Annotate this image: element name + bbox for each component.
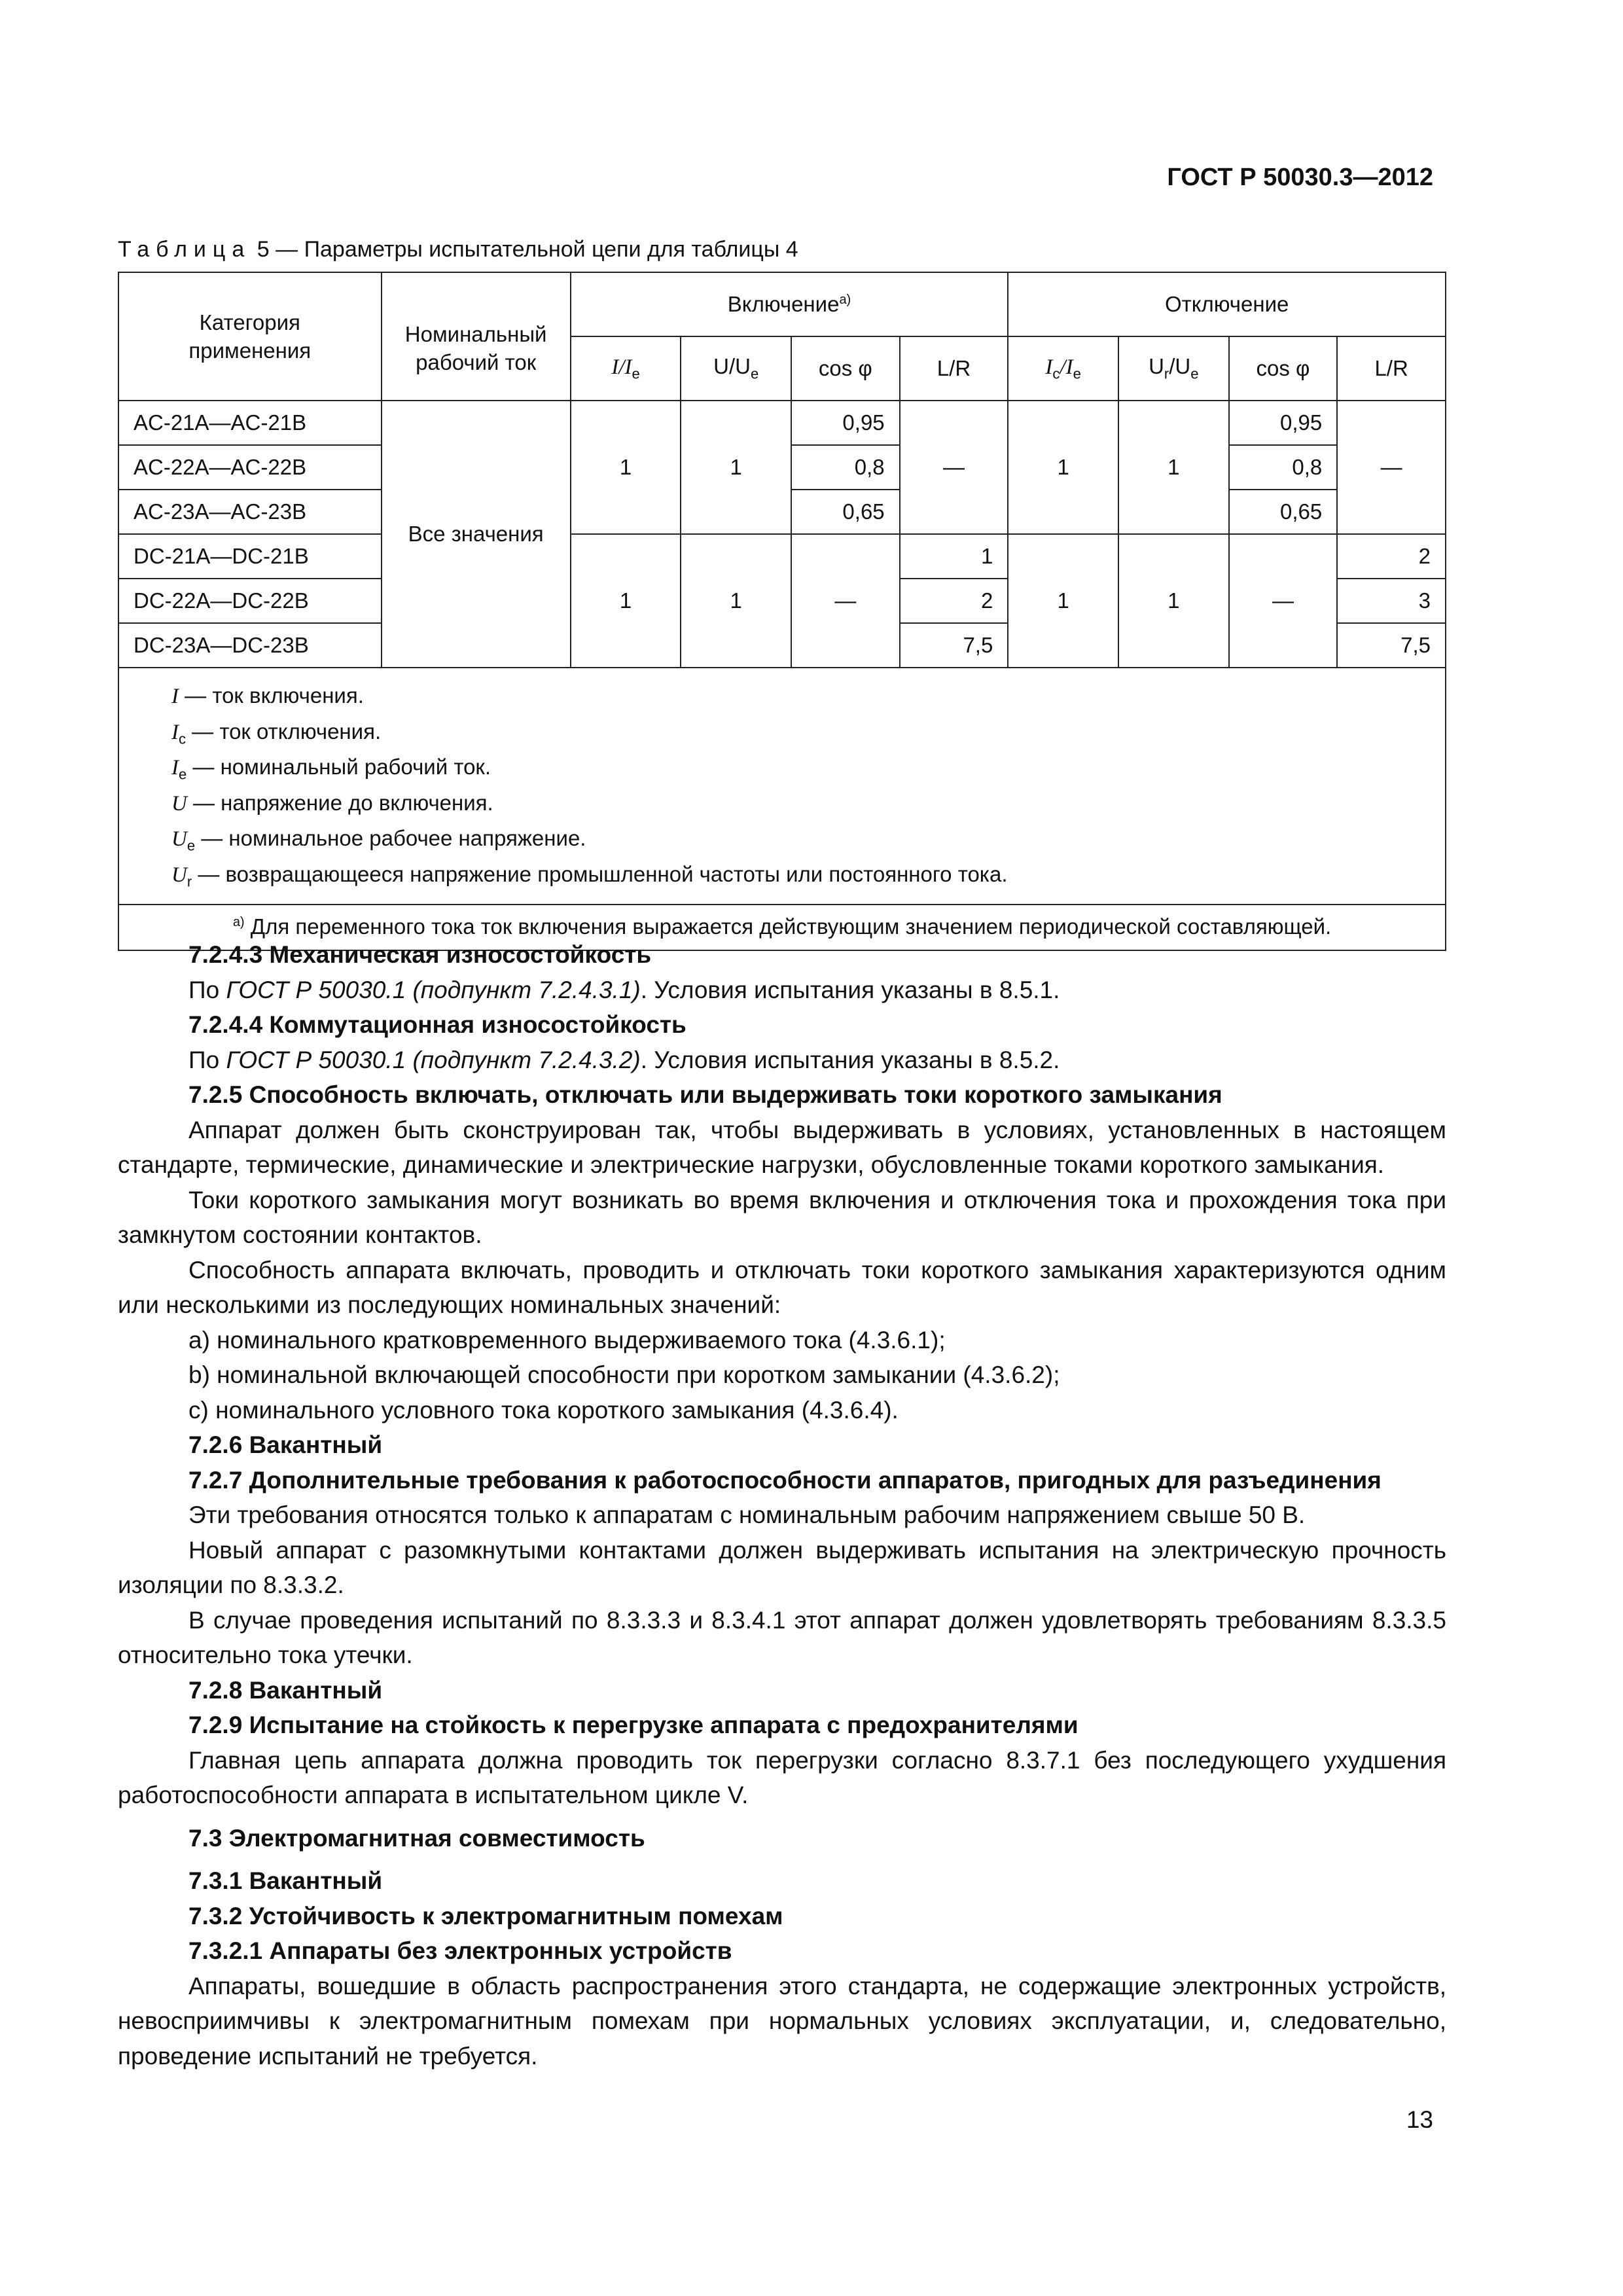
sub-header-make-cos: cos φ <box>791 336 900 401</box>
make-lr-cell: 2 <box>900 579 1008 623</box>
heading-7-3-1: 7.3.1 Вакантный <box>188 1867 383 1894</box>
category-cell: AC-23A—AC-23B <box>118 490 382 534</box>
category-cell: DC-21A—DC-21B <box>118 534 382 579</box>
sub-header-make-u: $U/U_e$ <box>681 336 791 401</box>
category-cell: AC-22A—AC-22B <box>118 445 382 490</box>
break-u-cell: 1 <box>1118 401 1229 534</box>
break-cos-cell: — <box>1229 534 1338 668</box>
paragraph: Способность аппарата включать, проводить и отключать токи короткого замыкания характеризуются одним или несколькими из последующих номинальных значений: <box>118 1256 1446 1318</box>
make-cos-cell: 0,8 <box>791 445 900 490</box>
table-row <box>118 401 1446 445</box>
make-cos-cell: 0,95 <box>791 401 900 445</box>
paragraph: По ГОСТ Р 50030.1 (подпункт 7.2.4.3.1). Условия испытания указаны в 8.5.1. <box>188 976 1060 1003</box>
heading-7-2-8: 7.2.8 Вакантный <box>188 1676 383 1704</box>
list-item: b) номинальной включающей способности при коротком замыкании (4.3.6.2); <box>188 1361 1060 1388</box>
table-footnote: $^{a)}$ Для переменного тока ток включения выражается действующим значением периодической составляющей. <box>118 905 1446 950</box>
heading-7-3-2-1: 7.3.2.1 Аппараты без электронных устройств <box>188 1937 732 1964</box>
paragraph: Аппарат должен быть сконструирован так, чтобы выдерживать в условиях, установленных в настоящем стандарте, термические, динамические и электрические нагрузки, обусловленные токами короткого замыкания. <box>118 1116 1446 1178</box>
paragraph: Новый аппарат с разомкнутыми контактами должен выдерживать испытания на электрическую прочность изоляции по 8.3.3.2. <box>118 1536 1446 1598</box>
make-u-cell: 1 <box>681 534 791 668</box>
heading-7-2-4-3: 7.2.4.3 Механическая износостойкость <box>188 941 652 968</box>
paragraph: Аппараты, вошедшие в область распространения этого стандарта, не содержащие электронных устройств, невосприимчивы к электромагнитным помехам при нормальных условиях эксплуатации, и, следовательно, проведение испытаний не требуется. <box>118 1972 1446 2070</box>
break-u-cell: 1 <box>1118 534 1229 668</box>
make-cos-cell: — <box>791 534 900 668</box>
break-cos-cell: 0,65 <box>1229 490 1338 534</box>
table-caption-word: Таблица <box>118 237 251 262</box>
legend-item: I — ток включения. <box>171 683 364 708</box>
category-cell: DC-23A—DC-23B <box>118 623 382 668</box>
col-header-category: Категория применения <box>118 272 382 401</box>
make-lr-cell: 7,5 <box>900 623 1008 668</box>
table-caption-title: 5 — Параметры испытательной цепи для таблицы 4 <box>257 237 798 262</box>
sub-header-break-u: $U_r/U_e$ <box>1118 336 1229 401</box>
legend-item: U — напряжение до включения. <box>171 790 493 816</box>
sub-header-make-i: $I/I_e$ <box>571 336 681 401</box>
paragraph: Главная цепь аппарата должна проводить ток перегрузки согласно 8.3.7.1 без последующего ухудшения работоспособности аппарата в испытательном цикле V. <box>118 1746 1446 1808</box>
paragraph: Токи короткого замыкания могут возникать во время включения и отключения тока и прохождения тока при замкнутом состоянии контактов. <box>118 1186 1446 1248</box>
paragraph: Эти требования относятся только к аппаратам с номинальным рабочим напряжением свыше 50 В. <box>188 1501 1306 1528</box>
body-text <box>118 937 1446 2073</box>
heading-7-2-5: 7.2.5 Способность включать, отключать или выдерживать токи короткого замыкания <box>188 1081 1222 1108</box>
group-header-break: Отключение <box>1008 272 1446 336</box>
doc-reference: ГОСТ Р 50030.1 (подпункт 7.2.4.3.2) <box>226 1046 641 1073</box>
table-legend <box>118 668 1446 905</box>
heading-7-3: 7.3 Электромагнитная совместимость <box>188 1824 645 1852</box>
legend-item: $U_e$ — номинальное рабочее напряжение. <box>171 826 586 854</box>
break-lr-cell: — <box>1337 401 1446 534</box>
paragraph: По ГОСТ Р 50030.1 (подпункт 7.2.4.3.2). Условия испытания указаны в 8.5.2. <box>188 1046 1060 1073</box>
table-caption <box>118 237 798 262</box>
category-cell: AC-21A—AC-21B <box>118 401 382 445</box>
test-circuit-table <box>118 272 1446 951</box>
break-cos-cell: 0,95 <box>1229 401 1338 445</box>
break-lr-cell: 7,5 <box>1337 623 1446 668</box>
heading-7-3-2: 7.3.2 Устойчивость к электромагнитным помехам <box>188 1902 783 1929</box>
break-lr-cell: 2 <box>1337 534 1446 579</box>
make-u-cell: 1 <box>681 401 791 534</box>
page-number: 13 <box>1406 2106 1433 2133</box>
make-i-cell: 1 <box>571 401 681 534</box>
group-header-make: Включение$^{a)}$ <box>571 272 1008 336</box>
break-cos-cell: 0,8 <box>1229 445 1338 490</box>
break-lr-cell: 3 <box>1337 579 1446 623</box>
make-cos-cell: 0,65 <box>791 490 900 534</box>
doc-reference: ГОСТ Р 50030.1 (подпункт 7.2.4.3.1) <box>226 976 641 1003</box>
col-header-current: Номинальный рабочий ток <box>382 272 571 401</box>
make-lr-cell: — <box>900 401 1008 534</box>
sub-header-break-i: $I_c/I_e$ <box>1008 336 1118 401</box>
break-i-cell: 1 <box>1008 534 1118 668</box>
list-item: a) номинального кратковременного выдерживаемого тока (4.3.6.1); <box>188 1326 946 1354</box>
legend-item: $I_e$ — номинальный рабочий ток. <box>171 755 491 783</box>
sub-header-make-lr: L/R <box>900 336 1008 401</box>
sub-header-break-cos: cos φ <box>1229 336 1338 401</box>
sub-header-break-lr: L/R <box>1337 336 1446 401</box>
paragraph: В случае проведения испытаний по 8.3.3.3 и 8.3.4.1 этот аппарат должен удовлетворять требованиям 8.3.3.5 относительно тока утечки. <box>118 1606 1446 1668</box>
table-row <box>118 534 1446 579</box>
category-cell: DC-22A—DC-22B <box>118 579 382 623</box>
heading-7-2-7: 7.2.7 Дополнительные требования к работоспособности аппаратов, пригодных для разъединения <box>188 1466 1382 1494</box>
list-item: c) номинального условного тока короткого замыкания (4.3.6.4). <box>188 1396 899 1424</box>
break-i-cell: 1 <box>1008 401 1118 534</box>
heading-7-2-9: 7.2.9 Испытание на стойкость к перегрузке аппарата с предохранителями <box>188 1712 1079 1738</box>
make-lr-cell: 1 <box>900 534 1008 579</box>
heading-7-2-6: 7.2.6 Вакантный <box>188 1431 383 1458</box>
legend-item: $I_c$ — ток отключения. <box>171 719 382 747</box>
all-values-cell: Все значения <box>382 401 571 668</box>
heading-7-2-4-4: 7.2.4.4 Коммутационная износостойкость <box>188 1011 687 1038</box>
document-designation: ГОСТ Р 50030.3—2012 <box>1167 164 1433 191</box>
legend-item: $U_r$ — возвращающееся напряжение промышленной частоты или постоянного тока. <box>171 861 1008 890</box>
make-i-cell: 1 <box>571 534 681 668</box>
